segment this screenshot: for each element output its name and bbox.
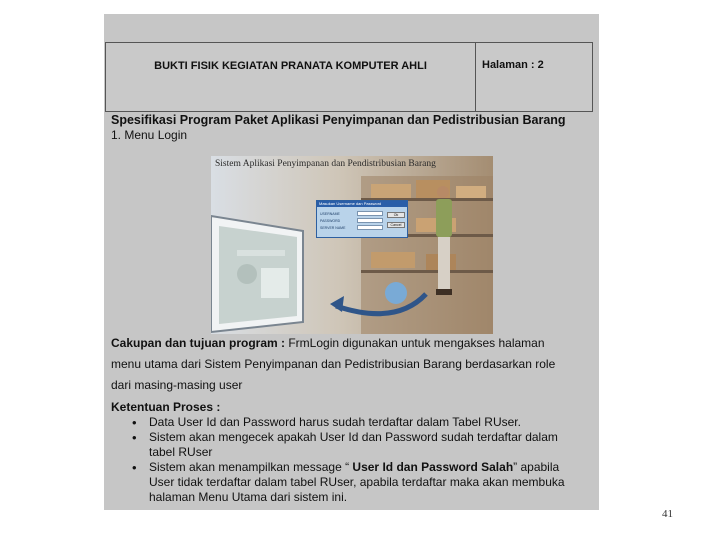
- header-page-label: Halaman : 2: [482, 59, 544, 71]
- bullet-3-line-3: halaman Menu Utama dari sistem ini.: [149, 490, 348, 504]
- scanned-document: [104, 14, 599, 510]
- slide-page-number: 41: [662, 508, 673, 520]
- error-message-text: User Id dan Password Salah: [352, 460, 514, 474]
- scope-line-1-text: FrmLogin digunakan untuk mengakses halaman: [285, 336, 545, 350]
- login-screenshot-figure: [211, 156, 493, 334]
- figure-title: Sistem Aplikasi Penyimpanan dan Pendistribusian Barang: [215, 159, 436, 169]
- ok-button[interactable]: Ok: [387, 212, 405, 218]
- bullet-2-continuation: tabel RUser: [149, 445, 213, 459]
- bullet-2-text: Sistem akan mengecek apakah User Id dan Password sudah terdaftar dalam: [149, 430, 558, 444]
- header-title: BUKTI FISIK KEGIATAN PRANATA KOMPUTER AHLI: [154, 60, 427, 72]
- scope-line-2: menu utama dari Sistem Penyimpanan dan Pedistribusian Barang berdasarkan role: [111, 357, 556, 371]
- server-name-label: SERVER NAME: [320, 226, 346, 230]
- list-item: [129, 460, 594, 505]
- username-input[interactable]: [357, 211, 383, 216]
- section-subtitle: 1. Menu Login: [111, 128, 188, 142]
- list-item: [129, 430, 594, 460]
- bullet-3-text: Sistem akan menampilkan message “: [149, 460, 353, 474]
- password-label: PASSWORD: [320, 219, 341, 223]
- header-divider: [475, 43, 476, 111]
- bullet-1-text: Data User Id dan Password harus sudah terdaftar dalam Tabel RUser.: [149, 415, 521, 429]
- password-input[interactable]: [357, 218, 383, 223]
- scope-label: Cakupan dan tujuan program :: [111, 336, 286, 350]
- login-dialog-title: Masukan Username dan Password: [317, 201, 407, 207]
- login-dialog: [316, 200, 408, 238]
- process-list: [129, 415, 594, 505]
- scope-line-1: [111, 336, 545, 350]
- username-label: USERNAME: [320, 212, 340, 216]
- section-title: Spesifikasi Program Paket Aplikasi Penyimpanan dan Pedistribusian Barang: [111, 113, 566, 127]
- warehouse-illustration: [211, 156, 493, 334]
- bullet-3-suffix: ” apabila: [513, 460, 560, 474]
- scope-line-3: dari masing-masing user: [111, 378, 243, 392]
- server-name-input[interactable]: [357, 225, 383, 230]
- bullet-3-line-2: User tidak terdaftar dalam tabel RUser, apabila terdaftar maka akan membuka: [149, 475, 565, 489]
- cancel-button[interactable]: Cancel: [387, 222, 405, 228]
- list-item: [129, 415, 594, 430]
- process-title: Ketentuan Proses :: [111, 400, 221, 414]
- document-header: [105, 42, 593, 112]
